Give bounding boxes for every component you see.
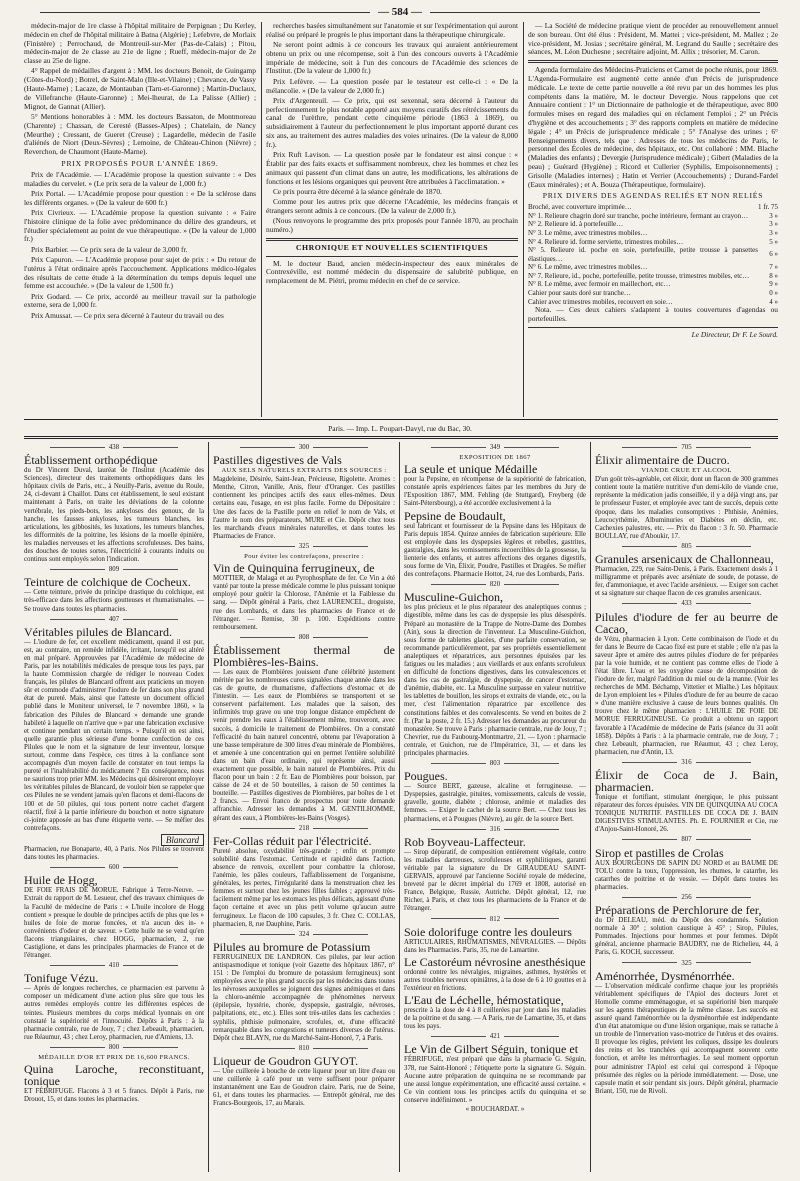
price-table: [528, 203, 778, 306]
ad-number: 349: [404, 444, 586, 452]
ad-heading: Pastilles digestives de Vals: [213, 453, 342, 468]
prize-paragraph: Ce prix pourra être décerné à la séance générale de 1870.: [273, 186, 442, 196]
ad-heading: Le Vin de Gilbert Séguin, tonique et: [404, 1042, 579, 1057]
ad-body: — Cette teinture, privée du principe drastique du colchique, est très-efficace dans les affections goutteuses et rhumatismales. — Se trouve dans toutes les pharmacies.: [24, 589, 204, 613]
section-heading: CHRONIQUE ET NOUVELLES SCIENTIFIQUES: [295, 242, 489, 252]
ad-body: — Sirop dépuratif, de composition entièrement végétale, contre les maladies dartreuses, scrofuleuses et syphilitiques, garanti véritable par la signature du Dr GIRAUDEAU SAINT-GERVAIS, approuvé par l'ancienne Société royale de médecine, breveté par le décret impérial du 1769 et 1808, autorisé en France, Belgique, Russie, Autriche. Dépôt général, 12, rue Richer, à Paris, et chez tous les pharmaciens de la France et de l'étranger.: [404, 848, 586, 913]
prize-paragraph: Comme pour les autres prix que décerne l'Académie, les médecins français et étrangers seront admis à ce concours. (De la valeur de 2,000 fr.).: [266, 197, 518, 215]
ad-heading: Rob Boyveau-Laffecteur.: [404, 834, 526, 849]
ad-heading: Préparations de Perchlorure de fer,: [595, 903, 762, 918]
ad-number: 218: [213, 825, 395, 833]
ad-number: 808: [213, 634, 395, 642]
ad-number: 803: [404, 760, 586, 768]
prize-paragraph: Prix Lefèvre. — La question posée par le testateur est celle-ci : « De la mélancolie. » (De la valeur de 2,000 fr.): [266, 76, 518, 95]
ad-body: DE FOIE FRAIS DE MORUE. Fabrique à Terre-Neuve. — Extrait du rapport de M. Lesueur, chef des travaux chimiques de la Faculté de médecine de Paris : « L'huile incolore de Hogg contient » presque le double de principes actifs de plus que les » huiles de foie de morue foncées, et n'a aucun des in- » convénients d'odeur et de saveur. » Cette huile ne se vend qu'en flacons triangulaires, chez HOGG, pharmacien, 2, rue Castiglione, et dans les principales pharmacies de France et de l'étranger.: [24, 887, 204, 960]
ad-heading: Soie dolorifuge contre les douleurs: [404, 924, 572, 939]
ad-number: 410: [24, 962, 204, 970]
price-label: Broché, avec couverture imprimée…: [528, 203, 632, 212]
section-heading: PRIX PROPOSÉS POUR L'ANNÉE 1869.: [61, 158, 219, 168]
ad-heading: Pepsine de Boudault,: [404, 508, 506, 523]
prize-paragraph: Prix Capuron. — L'Académie propose pour sujet de prix : « Du retour de l'utérus à l'état ordinaire après l'accouchement. Applications médico-légales des résultats de cette étude à la détermination du temps depuis lequel une femme est accouchée. » (De la valeur de 1,500 fr.): [24, 254, 256, 291]
price-row: [528, 229, 778, 238]
column-divider: [523, 22, 524, 417]
ad-heading: Huile de Hogg,: [24, 873, 98, 888]
ad-body: prescrite à la dose de 4 à 8 cuillerées par jour dans les maladies de la poitrine et du sang. — A Paris, rue de Lamartine, 35, et dans tous les pays.: [404, 1007, 586, 1031]
prize-paragraph: Prix Amussat. — Ce prix sera décerné à l'auteur du travail ou des: [31, 310, 224, 320]
price-value: 6 »: [769, 250, 778, 259]
awards-paragraph: médecin-major de 1re classe à l'hôpital militaire de Perpignan ; Du Kerley, médecin en chef de l'hôpital militaire à Batna (Algérie) ; Lefebvre, de Morlaix (Finistère) ; Perrochaud, de Montreuil-sur-Mer (Pas-de-Calais) ; Pitou, médecin-major de 2e classe au 21e de ligne ; Rueff, médecin-major de 2e classe au 25e de ligne.: [24, 22, 256, 66]
top-column-3: [528, 22, 778, 417]
price-value: 5 »: [769, 237, 778, 246]
ad-number: 300: [213, 444, 395, 452]
price-label: Cahier avec trimestres mobiles, recouvert en soie…: [528, 297, 673, 306]
ad-number: 324: [213, 931, 395, 939]
column-divider: [208, 442, 209, 1172]
ad-body: Pharmacien, 229, rue Saint-Denis, à Paris. Exactement dosés à 1 milligramme et préparés avec arséniate de soude, de potasse, de fer, d'ammoniaque, et avec l'acide arsénieux. — Exiger son cachet et sa signature sur chaque flacon de ces granules arsenicaux.: [595, 566, 778, 598]
price-value: 1 fr. 75: [757, 203, 778, 212]
ad-heading: Granules arsenicaux de Challonneau,: [595, 552, 774, 567]
ad-body: FERRUGINEUX DE LANDRON. Ces pilules, par leur action antispasmodique et tonique (voir Gazette des hôpitaux 1867, n° 151 : De l'emploi du bromure de potassium ferrugineux) sont employées avec le plus grand succès par les médecins dans toutes les névroses auxquelles se joignent des signes anémiques et dans la chloro-anémie accompagnée de phénomènes nerveux (épilepsie, hystérie, chorée, dyspepsie, gastralgie, névroses, palpitations, etc., etc.). Elles sont très-utiles dans les cachexies : syphilis, phthisie pulmonaire, scrofules, et, d'une efficacité remarquable dans les congestions et tumeurs diverses de l'utérus. Dépôt chez BLAYN, rue du Marché-Saint-Honoré, 7, à Paris.: [213, 953, 395, 1042]
rule-line: [24, 436, 778, 439]
price-label: N° 3. Le même, avec trimestres mobiles…: [528, 228, 648, 237]
price-label: Cahier pour sauts doré sur tranche…: [528, 289, 631, 298]
ad-number: 807: [595, 836, 778, 844]
price-list-heading: PRIX DIVERS DES AGENDAS RELIÉS ET NON RELIÉS: [542, 191, 764, 201]
prize-paragraph: (Nous renvoyons le programme des prix proposés pour l'année 1870, au prochain numéro.): [266, 216, 518, 235]
price-value: 3 »: [769, 220, 778, 229]
ad-body: de Vézu, pharmacien à Lyon. Cette combinaison de l'iode et du fer dans le Beurre de Cacao fixé est pure et stable ; elle n'a pas la saveur âpre et amère des autres pilules d'iodure de fer préparées par la voie humide, et ne contient pas comme elles de l'iode à l'état libre. L'eau et les oxygène cause de décomposition de l'iodure de fer, malgré l'addition du miel ou de la manne. (Voir les recherches de MM. Béchamp, Vittetier et Mialhe.) Les hôpitaux de Lyon emploient les « Pilules d'iodure de fer au beurre de cacao » d'une manière exclusive à cause de leurs bonnes qualités. On trouve chez le même pharmacien : L'HUILE DE FOIE DE MORUE FERRUGINEUSE. Ce produit a obtenu un rapport favorable à l'Académie de médecine de Paris (séance du 31 août 1858). Dépôts à Paris : à la pharmacie centrale, rue de Jouy, 7 ; chez Lebeault, pharmacien, rue Réaumur, 43 ; chez Leroy, pharmacien, rue d'Antin, 13.: [595, 635, 778, 756]
price-value: 9 »: [769, 280, 778, 289]
ad-body: ordonné contre les névralgies, migraines, asthmes, hystéries et autres troubles nerveux opiniâtres, à la dose de 6 à 10 gouttes et à l'extérieur en frictions.: [404, 968, 586, 992]
ad-body: — Après de longues recherches, ce pharmacien est parvenu à composer un médicament d'une action plus sûre que tous les autres remèdes employés contre les différentes espèces de teintes. Plusieurs membres du corps médical lyonnais en ont constaté la supériorité et l'innocuité. Dépôts à Paris : à la pharmacie centrale, rue de Jouy, 7 ; chez Lebeault, pharmacien, rue Réaumur, 43 ; chez Leroy, pharmacien, rue d'Amiens, 13.: [24, 985, 204, 1041]
column-divider: [261, 22, 262, 417]
price-row: [528, 280, 778, 289]
separator: [528, 60, 778, 63]
prize-paragraph: Prix d'Argenteuil. — Ce prix, qui est sexennal, sera décerné à l'auteur du perfectionnement le plus notable apporté aux moyens curatifs des rétrécissements du canal de l'urèthre, pendant cette cinquième période (1863 à 1869), ou subsidiairement à l'auteur du perfectionnement le plus important apporté durant ces six ans, au traitement des autres maladies des voies urinaires. (De la valeur de 8,000 fr.).: [266, 95, 518, 149]
ad-number: 325: [213, 543, 395, 551]
ad-number: 812: [404, 916, 586, 924]
ad-heading: Tonifuge Vézu.: [24, 971, 99, 986]
ad-subheading: MÉDAILLE D'OR ET PRIX DE 16,600 FRANCS.: [38, 1054, 190, 1061]
ad-heading: Sirop et pastilles de Crolas: [595, 845, 724, 860]
price-label: N° 8. Le même, avec fermoir en maillechort, etc…: [528, 280, 671, 289]
ad-number: 600: [24, 864, 204, 872]
price-value: 3 »: [769, 228, 778, 237]
prize-paragraph: Prix Portal. — L'Académie propose pour question : « De la sclérose dans les différents organes. » (De la valeur de 600 fr.): [24, 188, 256, 207]
ad-body: du Dr Vincent Duval, lauréat de l'Institut (Académie des Sciences), directeur des traitements orthopédiques dans les hôpitaux civils de Paris, etc., à Neuilly-Paris, avenue du Roule, 24, ci-devant à Chaillot. Dans cet établissement, le seul existant maintenant à Paris, on traite les déviations de la colonne vertébrale, les pieds-bots, les ankyloses des genoux, de la hanche, les fausses ankyloses, les tumeurs blanches, les articulations, les gibbosités, les luxations, les tumeurs blanches, les difformités de la poitrine, les lésions de la moelle épinière, les maladies nerveuses et les affections scrofuleuses. Des bains, des douches de toutes sortes, l'électricité à courants induits ou continus sont employés selon l'indication.: [24, 467, 204, 564]
ad-heading: La seule et unique Médaille: [404, 462, 538, 477]
ad-body: seul fabricant et fournisseur de la Pepsine dans les Hôpitaux de Paris depuis 1854. Quinze années de fabrication supérieure. Elle est employée dans les dyspepsies légères et rebelles, gastrites, gastralgies, dans les vomissements incoercibles de la grossesse, la lienterie des enfants, et autres affections des organes digestifs, sous forme de Vin, Élixir, Poudre, Pastilles et Dragées. Se méfier des contrefaçons. Pharmacie Hottot, 24, rue des Lombards, Paris.: [404, 522, 586, 579]
ads-column-3: [404, 442, 586, 1172]
price-value: 0 »: [769, 289, 778, 298]
ad-number: 256: [595, 894, 778, 902]
price-label: N° 2. Relieure id. à portefeuille…: [528, 220, 624, 229]
ad-number: 438: [24, 444, 204, 452]
ad-signature: « BOUCHARDAT. »: [465, 1106, 525, 1113]
prize-paragraph: Prix Barbier. — Ce prix sera de la valeur de 3,000 fr.: [31, 244, 188, 254]
ad-number: 810: [213, 1045, 395, 1053]
separator: [266, 256, 518, 257]
ad-heading: L'Eau de Léchelle, hémostatique,: [404, 993, 564, 1008]
ad-heading: Vin de Quinquina ferrugineux, de: [213, 561, 375, 576]
ad-number: 820: [404, 581, 586, 589]
ads-column-1: [24, 442, 204, 1172]
director-signature: Le Directeur, Dr F. Le Sourd.: [691, 329, 778, 339]
ad-number: 800: [24, 1044, 204, 1052]
ad-footer: Pharmacien, rue Bonaparte, 40, à Paris. Nos Pilules se trouvent dans toutes les pharmacies.: [24, 846, 204, 862]
news-paragraph: M. le docteur Baud, ancien médecin-inspecteur des eaux minérales de Contrexéville, est nommé médecin du dispensaire de salubrité publique, en remplacement de M. Piétri, promu médecin en chef de ce service.: [266, 258, 518, 286]
ad-number: 433: [595, 600, 778, 608]
price-row: [528, 246, 778, 263]
prize-paragraph: Prix Ruft Lavison. — La question posée par le fondateur est ainsi conçue : « Établir par des faits exacts et suffisamment nombreux, chez les hommes et chez les animaux qui passent d'un climat dans un autre, les modifications, les altérations de fonctions et les lésions organiques qui peuvent être attribuées à l'acclimatation. »: [266, 150, 518, 186]
ad-heading: Quina Laroche, reconstituant, tonique: [24, 1062, 204, 1089]
separator: [528, 327, 778, 328]
ad-body: AUX BOURGEONS DE SAPIN DU NORD et au BAUME DE TOLU contre la toux, l'oppression, les rhumes, le catarrhe, les catarrhes de poitrine et de vessie. — Dépôt dans toutes les pharmacies.: [595, 859, 778, 891]
signature-image: Blancard: [24, 834, 204, 846]
ad-number: 421: [404, 1033, 586, 1041]
page-number: — 584 —: [0, 6, 800, 18]
awards-paragraph: 4° Rappel de médailles d'argent à : MM. les docteurs Benoit, de Guingamp (Côtes-du-Nord) ; Botrel, de Saint-Malo (Ille-et-Vilaine) ; Chevance, de Vassy (Haute-Marne) ; Lacaze, de Montauban (Tarn-et-Garonne) ; Martin-Duclaux, de Villefranche (Haute-Garonne) ; Mei-lheurat, de La Palisse (Allier) ; Mignot, de Gannat (Allier).: [24, 66, 256, 111]
ad-body: MOTTIER, de Malaga et au Pyrophosphate de fer. Ce Vin a été vanté par toute la presse médicale comme le plus puissant tonique employé pour guérir la Chlorose, l'Anémie et la Faiblesse du sang. — Dépôt général à Paris, chez LAURENCEL, droguiste, rue des Lombards, et dans les pharmacies de France et de l'étranger. — Remise, 30 p. 100. Expéditions contre remboursement.: [213, 575, 395, 631]
ad-body: D'un goût très-agréable, cet élixir, dont un flacon de 300 grammes contient toute la matière nutritive d'un demi-kilo de viande crue, représente la médication jadis conseillée, il y a déjà vingt ans, par le professeur Fuster, et employée avec tant de succès, depuis cette époque, dans les maladies consomptives : Phthisie, Anémies, Leucocythémie, Albuminuries et Diabètes en déclin, etc. Cachexies palustres, etc. — Prix du flacon : 3 fr. 50. Pharmacie BOULLAY, rue d'Aboukir, 17.: [595, 476, 778, 540]
separator: [266, 238, 518, 241]
ad-heading: Élixir alimentaire de Ducro.: [595, 453, 730, 468]
price-label: N° 1. Relieure chagrin doré sur tranche, poche intérieure, fermant au crayon…: [528, 211, 749, 220]
ad-subheading: AUX SELS NATURELS EXTRAITS DES SOURCES :: [221, 467, 387, 475]
ad-subheading: EXPOSITION DE 1867: [459, 454, 531, 462]
news-paragraph: — La Société de médecine pratique vient de procéder au renouvellement annuel de son bureau. Ont été élus : Président, M. Mattei ; vice-président, M. Mallez ; 2e vice-président, M. Josias ; secrétaire général, M. Legrand du Saulle ; secrétaire des séances, M. Léon Duchesne ; secrétaire adjoint, M. Allix ; trésorier, M. Caron.: [528, 22, 778, 57]
ad-heading: Musculine-Guichon,: [404, 590, 503, 605]
ads-column-2: [213, 442, 395, 1172]
ad-heading: Aménorrhée, Dysménorrhée.: [595, 968, 735, 983]
ad-number: 407: [24, 616, 204, 624]
ad-number: 325: [595, 960, 778, 968]
price-value: 8 »: [769, 271, 778, 280]
price-row: [528, 212, 778, 221]
prize-paragraph: recherches basées simultanément sur l'anatomie et sur l'expérimentation qui auront réalisé ou préparé le progrès le plus important dans la thérapeutique chirurgicale.: [266, 22, 518, 39]
top-column-1: [24, 22, 256, 417]
price-row: [528, 272, 778, 281]
ad-heading: Véritables pilules de Blancard.: [24, 624, 172, 639]
price-row: [528, 220, 778, 229]
awards-paragraph: 5° Mentions honorables à : MM. les docteurs Bassaton, de Montmoreau (Charente) ; Chassan, de Ceresté (Basses-Alpes) ; Chatelain, de Nancy (Meurthe) ; Cressant, de Gueret (Creuse) ; Lagardelle, médecin de l'asile d'aliénés de Niort (Deux-Sèvres) ; Lemoine, de Château-Chinon (Nièvre) ; Reverchon, de Chaumont (Haute-Marne).: [24, 111, 256, 157]
ad-heading: Fer-Collas réduit par l'électricité.: [213, 833, 372, 848]
ad-number: 316: [404, 826, 586, 834]
prize-paragraph: Ne seront point admis à ce concours les travaux qui auraient antérieurement obtenu un prix ou une récompense, soit à l'un des concours ouverts à l'Académie impériale de médecine, soit à l'un des concours de l'Académie des sciences de l'Institut. (De la valeur de 1,000 fr.): [266, 40, 518, 76]
ad-body: — Source BERT, gazeuse, alcaline et ferrugineuse. — Dyspepsies, gastralgie, pituites, vomissements, calculs de vessie, gravelle, goutte, diabète ; chlorose, anémie et maladies des femmes. — Exiger le cachet de la source Bert. — Chez tous les pharmaciens, et à Pougues (Nièvre), au gér. de la source Bert.: [404, 783, 586, 823]
note-paragraph: Nota. — Ces deux cahiers s'adaptent à toutes couvertures d'agendas ou portefeuilles.: [528, 305, 778, 324]
ad-number: 316: [595, 759, 778, 767]
price-value: 7 »: [769, 263, 778, 272]
ad-body: Pureté absolue, oxydabilité très-grande ; enfin et prompte solubilité dans l'estomac. Certitude et rapidité dans l'action, absence de renvois, excellent pour combattre la chlorose, l'anémie, les pâles couleurs, l'affaiblissement de l'organisme, générales, les pertes, l'irrégularité dans la menstruation chez les femmes et surtout chez les jeunes filles faibles ; approuvé très-facilement même par les estomacs les plus délicats, agissant d'une façon certaine et avec un plus petit volume qu'aucun autre ferrugineux. Le flacon de 100 capsules, 3 fr. Chez C. COLLAS, pharmacien, 8, rue Dauphine, Paris.: [213, 847, 395, 928]
ad-number: 805: [595, 543, 778, 551]
prize-paragraph: Prix Civrieux. — L'Académie propose la question suivante : « Faire l'histoire clinique de la folie avec prédominance du délire des grandeurs, et l'étudier spécialement au point de vue thérapeutique. » (De la valeur de 1,000 fr.): [24, 207, 256, 244]
price-row: [528, 203, 778, 212]
ad-heading: Le Castoréum névrosine anesthésique: [404, 954, 586, 969]
ad-heading: Liqueur de Goudron GUYOT.: [213, 1053, 359, 1068]
ad-heading: Pilules au bromure de Potassium: [213, 939, 371, 954]
ad-heading: Établissement thermal de Plombières-les-Bains.: [213, 642, 395, 669]
column-divider: [399, 442, 400, 1172]
agenda-paragraph: Agenda formulaire des Médecins-Praticiens et Carnet de poche réunis, pour 1869. L'Agenda-Formulaire est augmenté cette année d'un Précis de jurisprudence médicale. Le texte de cette partie nouvelle a été revu par un des hommes les plus compétents dans la matière, M. le docteur Devergie. Nous rappelons que cet Annuaire contient : 1° un Dictionnaire de pathologie et de thérapeutique, avec 800 formules mises en regard des maladies qui en réclament l'emploi ; 2° un Précis d'hygiène et des accouchements ; 3° des rapports complets en matière de médecine légale ; 4° un Précis de jurisprudence médicale ; 5° l'Analyse des urines ; 6° Renseignements divers, tels que : Adresses de tous les médecins de Paris, le personnel des Écoles de médecine, des hôpitaux, etc. Ont collaboré : MM. Blache (Maladies des enfants) ; Devergie (Jurisprudence médicale) ; Gibert (Maladies de la peau) ; Guérard (Hygiène) ; Ricord et Cullerier (Syphilis, Empoisonnements) ; Grisolle (Maladies internes) ; Hatin et Verrier (Accouchements) ; Durand-Fardel (Eaux minérales) ; et A. Bouza (Thérapeutique, formulaire).: [528, 65, 778, 189]
ad-body: — Une cuillerée à bouche de cette liqueur pour un litre d'eau ou une cuillerée à café pour un verre suffisent pour préparer instantanément une Eau de Goudron claire. Paris, rue de Seine, 61, et dans toutes les pharmacies. — Entrepôt général, rue des Francs-Bourgeois, 17, au Marais.: [213, 1067, 395, 1108]
ad-heading: Établissement orthopédique: [24, 453, 158, 468]
top-column-2: [266, 22, 518, 417]
ad-number: 809: [24, 566, 204, 574]
column-divider: [590, 442, 591, 1172]
ad-number: 705: [595, 444, 778, 452]
ad-body: — L'observation médicale confirme chaque jour les propriétés véritablement spécifiques de l'Apiol des docteurs Joret et Homolle comme emménagogue, et sa supériorité bien marquée sur les agents thérapeutiques de la même classe. Les succès est assuré quand l'aménorrhée ou la dysménorrhée est indépendante d'un état anatomique ou d'une lésion organique, mais se rattache à un trouble de l'innervation vaso-motrice de l'utérus et des ovaires. Il provoque les règles, prévient les coliques, dissipe les douleurs des reins et les tranchées qui accompagnent souvent cette fonction, et arrête les métrorrhagies. Le seul moment opportun pour administrer l'Apiol est celui qui correspond à l'époque présumée des règles ou la période immédiatement. — Dose, une capsule matin et soir pendant six jours. Dépôt général, pharmacie Briant, 150, rue de Rivoli.: [595, 982, 778, 1095]
ad-heading: Élixir de Coca de J. Bain, pharmacien.: [595, 768, 778, 794]
price-value: 4 »: [769, 297, 778, 306]
ad-subheading: Pour éviter les contrefaçons, prescrire :: [244, 553, 364, 561]
ad-body: du Dr DELEAU, méd. du Dépôt des condamnés. Solution normale à 30° ; solution caustique à 45° ; Sirop, Pilules, Pommades. Injections pour hommes et pour femmes. Dépôt général, ancienne pharmacie BAUDRY, rue de Richelieu, 44, à Paris, G. KOCH, successeur.: [595, 917, 778, 957]
price-label: N° 4. Relieure id. forme serviette, trimestres mobiles…: [528, 237, 684, 246]
ad-subheading: VIANDE CRUE ET ALCOOL: [641, 467, 732, 475]
price-row: [528, 263, 778, 272]
ad-heading: Teinture de colchique de Cocheux.: [24, 575, 191, 590]
prize-paragraph: Prix Godard. — Ce prix, accordé au meilleur travail sur la pathologie externe, sera de 1,000 fr.: [24, 291, 256, 310]
prize-paragraph: Prix de l'Académie. — L'Académie propose la question suivante : « Des maladies du cervelet. » (Le prix sera de la valeur de 1,000 fr.): [24, 169, 256, 188]
price-row: [528, 289, 778, 298]
ad-heading: Pilules d'iodure de fer au beurre de Cacao,: [595, 609, 778, 636]
ad-body: les plus précieux et le plus réparateur des analeptiques connus ; digestible, même dans les cas de dyspepsie les plus désespérés. Préparé au monastère de la Trappe de Notre-Dame des Dombes (Ain), sous la direction de l'inventeur. La Musculine-Guichon, sous forme de tablettes glacées, d'une parfaite conservation, se recommande particulièrement, par ses propriétés essentiellement analeptiques et réparatrices, aux personnes épuisées par les fatigues ou les maladies ; aux vieillards et aux enfants scrofuleux en difficulté de fonctions digestives, dans les convalescences et dans les cas de gastralgie, de dyspepsie, de cancer d'estomac, d'anémie, diabète, etc. La Musculine surpasse en valeur nutritive les tablettes de bouillon, les sirops et extraits de viande, etc., ou la mer, c'est l'alimentation réparatrice par excellence des constitutions faibles et des convalescents. Se vend en boites de 2 fr. (Par la poste, 2 fr. 15.) Adresser les demandes au procureur du monastère. Se trouve à Paris : pharmacie centrale, rue de Jouy, 7 ; Chevrier, rue du Faubourg-Montmartre, 21. — Lyon : pharmacie centrale, et Guichon, rue de l'Impératrice, 31, — et dans les principales pharmacies.: [404, 604, 586, 757]
ad-body: FÉBRIFUGE, n'est préparé que dans la pharmacie G. Séguin, 378, rue Saint-Honoré ; l'étiquette porte la signature G. Séguin. Aucune autre préparation de quinquina ne se recommande par une aussi longue expérimentation, une efficacité aussi certaine. « Ce vin contient tous les principes actifs du quinquina et se conserve indéfiniment. »: [404, 1056, 586, 1104]
ad-body: ET FÉBRIFUGE. Flacons à 3 et 5 francs. Dépôt à Paris, rue Drouot, 15, et dans toutes les pharmacies.: [24, 1088, 204, 1104]
price-label: N° 7. Relieure, id., poche, portefeuille, petite trousse, trimestres mobiles, etc…: [528, 271, 750, 280]
price-value: 3 »: [769, 211, 778, 220]
price-row: [528, 238, 778, 247]
price-label: N° 5. Relieure id. poche en soie, portefeuille, petite trousse à pansettes élastiques…: [528, 246, 758, 263]
ad-body: Tonique et fortifiant, stimulant énergique, le plus puissant réparateur des forces épuisées. VIN DE QUINQUINA AU COCA TONIQUE NUTRITIF. PASTILLES DE COCA DE J. BAIN DIGESTIVES STIMULANTES. Ph. E. FOURNIER et Cie, rue d'Anjou-Saint-Honoré, 26.: [595, 794, 778, 834]
ads-column-4: [595, 442, 778, 1172]
price-label: N° 6. Le même, avec trimestres mobiles…: [528, 263, 648, 272]
ad-body: ARTICULAIRES, RHUMATISMES, NÉVRALGIES. — Dépôts dans les Pharmacies. Paris, 35, rue de Lamartine.: [404, 938, 586, 954]
rule-line: [24, 419, 778, 420]
printer-footer: Paris. — Imp. L. Poupart-Davyl, rue du Bac, 30.: [328, 424, 472, 433]
ad-body: pour la Pepsine, en récompense de la supériorité de fabrication, constatée après expériences faites par les membres du Jury de l'Exposition 1867, MM. Fehling (de Stuttgard), Freyberg (de Saint-Pétersbourg), a été accordée exclusivement à la: [404, 476, 586, 508]
ad-body: Magdeleine, Désirée, Saint-Jean, Précieuse, Rigolette. Aromes : Menthe, Citron, Vanille, Anis, fleur d'Oranger. Ces pastilles contiennent les principes actifs des eaux elles-mêmes. Deux certains eau, l'usage, en est plus facile. Forme du Dépositaire : Une des faces de la Pastille porte en relief le nom de Vals, et l'autre le nom des préparateurs, MURE et Cie. Dépôt chez tous les marchands d'eaux minérales naturelles, et dans toutes les Pharmacies de France.: [213, 476, 395, 540]
ad-body: — L'iodure de fer, cet excellent médicament, quand il est pur, est, au contraire, un remède infidèle, irritant, lorsqu'il est altéré en mal préparé. Approuvées par l'Académie de médecine de Paris, par les notabilités médicales de presque tous les pays, par la haute Commission chargée de rédiger le nouveau Codex français, les pilules de Blancard offrent aux praticiens un moyen sûr et commode d'administrer l'iodure de fer dans son plus grand état de pureté. Mais, ainsi que l'atteste un document officiel publié dans le Moniteur universel, le 7 novembre 1860, « la fabrication des Pilules de Blancard » demande une grande habileté à laquelle on n'arrive que » par une fabrication exclusive et continue pendant un certain temps. » Puisqu'il en est ainsi, quelle garantie plus sérieuse d'une bonne confection de ces Pilules que le nom et la signature de leur inventeur, lorsque surtout, comme dans l'espèce, ces titres à la confiance sont accompagnés d'un moyen facile de constater en tout temps la pureté et l'inaltérabilité du médicament ? En conséquence, nous ne saurions trop prier MM. les Médecins qui désireront employer les véritables pilules de Blancard, de vouloir bien se rappeler que ces Pilules ne se vendent jamais qu'en flacons et demi-flacons de 100 et de 50 pilules, qui tous portent notre cachet d'argent réactif, fixé à la partie inférieure du bouchon et notre signature ci-jointe apposée au bas d'une étiquette verte. — Se méfier des contrefaçons.: [24, 638, 204, 832]
ad-heading: Pougues.: [404, 769, 448, 784]
ad-body: — Les eaux de Plombières jouissent d'une célébrité justement méritée par les nombreuses cures signalées chaque année dans les cas de goutte, de rhumatisme, d'affections d'estomac et de l'intestin. — Les eaux de Plombières se transportent et se conservent parfaitement. Les malades que la saison, des infirmités trop grave ou une trop longue distance empêchent de venir prendre les eaux à l'établissement même, trouveront, avec succès, à domicile le traitement de Plombières. On a constaté l'efficacité du bain naturel concentré, obtenu par l'évaporation à une basse température de 300 litres d'eau minérale de Plombières, et amenée à une concentration qui en permet l'entière solubilité dans un bain d'eau ordinaire, qui représente ainsi, aussi exactement que possible, le bain naturel de Plombières. Prix du flacon pour un bain : 2 fr. Eau de Plombières pour boisson, par caisse de 24 et de 50 bouteilles, à raison de 50 centimes la bouteille. — Pastilles digestives de Plombières, par boîtes de 1 et 2 francs. — Envoi franco de prospectus pour toute demande affranchie. Adresser les demandes à M. GENTILHOMME, gérant des eaux, à Plombières-les-Bains (Vosges).: [213, 668, 395, 822]
